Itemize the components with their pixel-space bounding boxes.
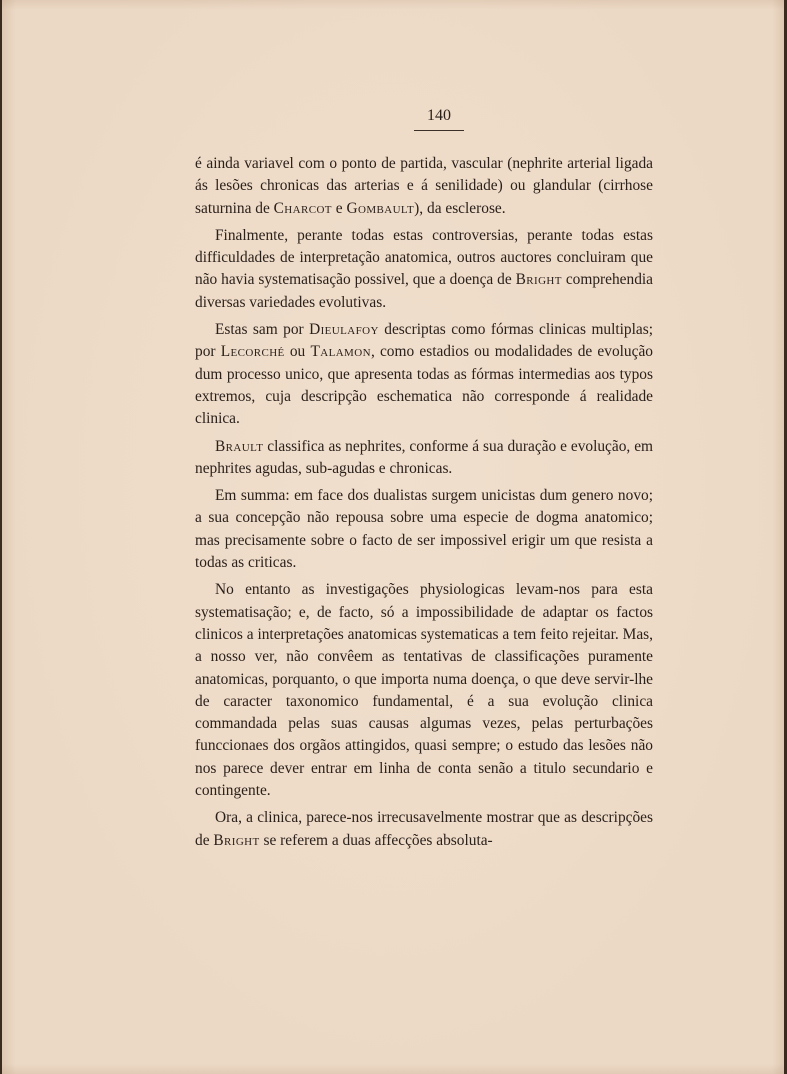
text-run: é ainda variavel com o ponto de partida, vascular (nephrite arterial ligada ás lesões chronicas das arterias e á senilidade) ou glandular (cirrhose saturnina de (195, 155, 653, 217)
text-run: Estas sam por (215, 321, 310, 339)
text-run: ), da esclerose. (414, 199, 506, 217)
body-text (195, 153, 653, 857)
paragraph (195, 225, 653, 314)
paragraph (195, 153, 653, 220)
author-name: Bright (515, 271, 562, 289)
text-run: Em summa: em face dos dualistas surgem unicistas dum genero novo; a sua concepção não repousa sobre uma especie de dogma anatomico; mas precisamente sobre o facto de ser impossivel erigir um que resista a todas as criticas. (195, 487, 653, 572)
text-run: comprehendia diversas variedades evolutivas. (195, 271, 653, 311)
text-run: se referem a duas affecções absoluta- (259, 831, 493, 849)
page-number: 140 (427, 107, 451, 124)
text-run: ou (284, 343, 311, 361)
text-run: , como estadios ou modalidades de evolução dum processo unico, que apresenta todas as fórmas intermedias aos typos extremos, cuja descripção eschematica não corresponde á realidade clinica. (195, 343, 653, 428)
paragraph (195, 436, 653, 481)
text-run: Ora, a clinica, parece-nos irrecusavelmente mostrar que as descripções de (195, 809, 653, 849)
paragraph (195, 319, 653, 430)
author-name: Charcot (273, 199, 332, 217)
text-run: Finalmente, perante todas estas controversias, perante todas estas difficuldades de interpretação anatomica, outros auctores concluiram que não havia systematisação possivel, que a doença de (195, 226, 653, 289)
author-name: Gombault (346, 199, 415, 217)
paragraph (195, 485, 653, 574)
text-run: No entanto as investigações physiologicas levam-nos para esta systematisação; e, de facto, só a impossibilidade de adaptar os factos clinicos a interpretações anatomicas systematicas a tem feito rejeitar. Mas, a nosso ver, não convêem as tentativas de classificações puramente anatomicas, porquanto, o que importa numa doença, o que deve servir-lhe de caracter taxonomico fundamental, é a sua evolução clinica commandada pelas suas causas algumas vezes, pelas perturbações funccionaes dos orgãos attingidos, quasi sempre; o estudo das lesões não nos parece dever entrar em linha de conta senão a titulo secundario e contingente. (195, 581, 653, 800)
paragraph (195, 579, 653, 802)
author-name: Talamon (310, 343, 371, 361)
text-run: e (331, 199, 347, 217)
author-name: Bright (213, 831, 260, 849)
page-number-rule (414, 130, 464, 131)
text-run: classifica as nephrites, conforme á sua duração e evolução, em nephrites agudas, sub-agudas e chronicas. (195, 437, 653, 477)
author-name: Lecorché (220, 343, 285, 361)
text-run: descriptas como fórmas clinicas multiplas; por (195, 321, 654, 361)
author-name: Brault (215, 437, 264, 455)
author-name: Dieulafoy (309, 321, 379, 339)
paragraph (195, 807, 653, 852)
